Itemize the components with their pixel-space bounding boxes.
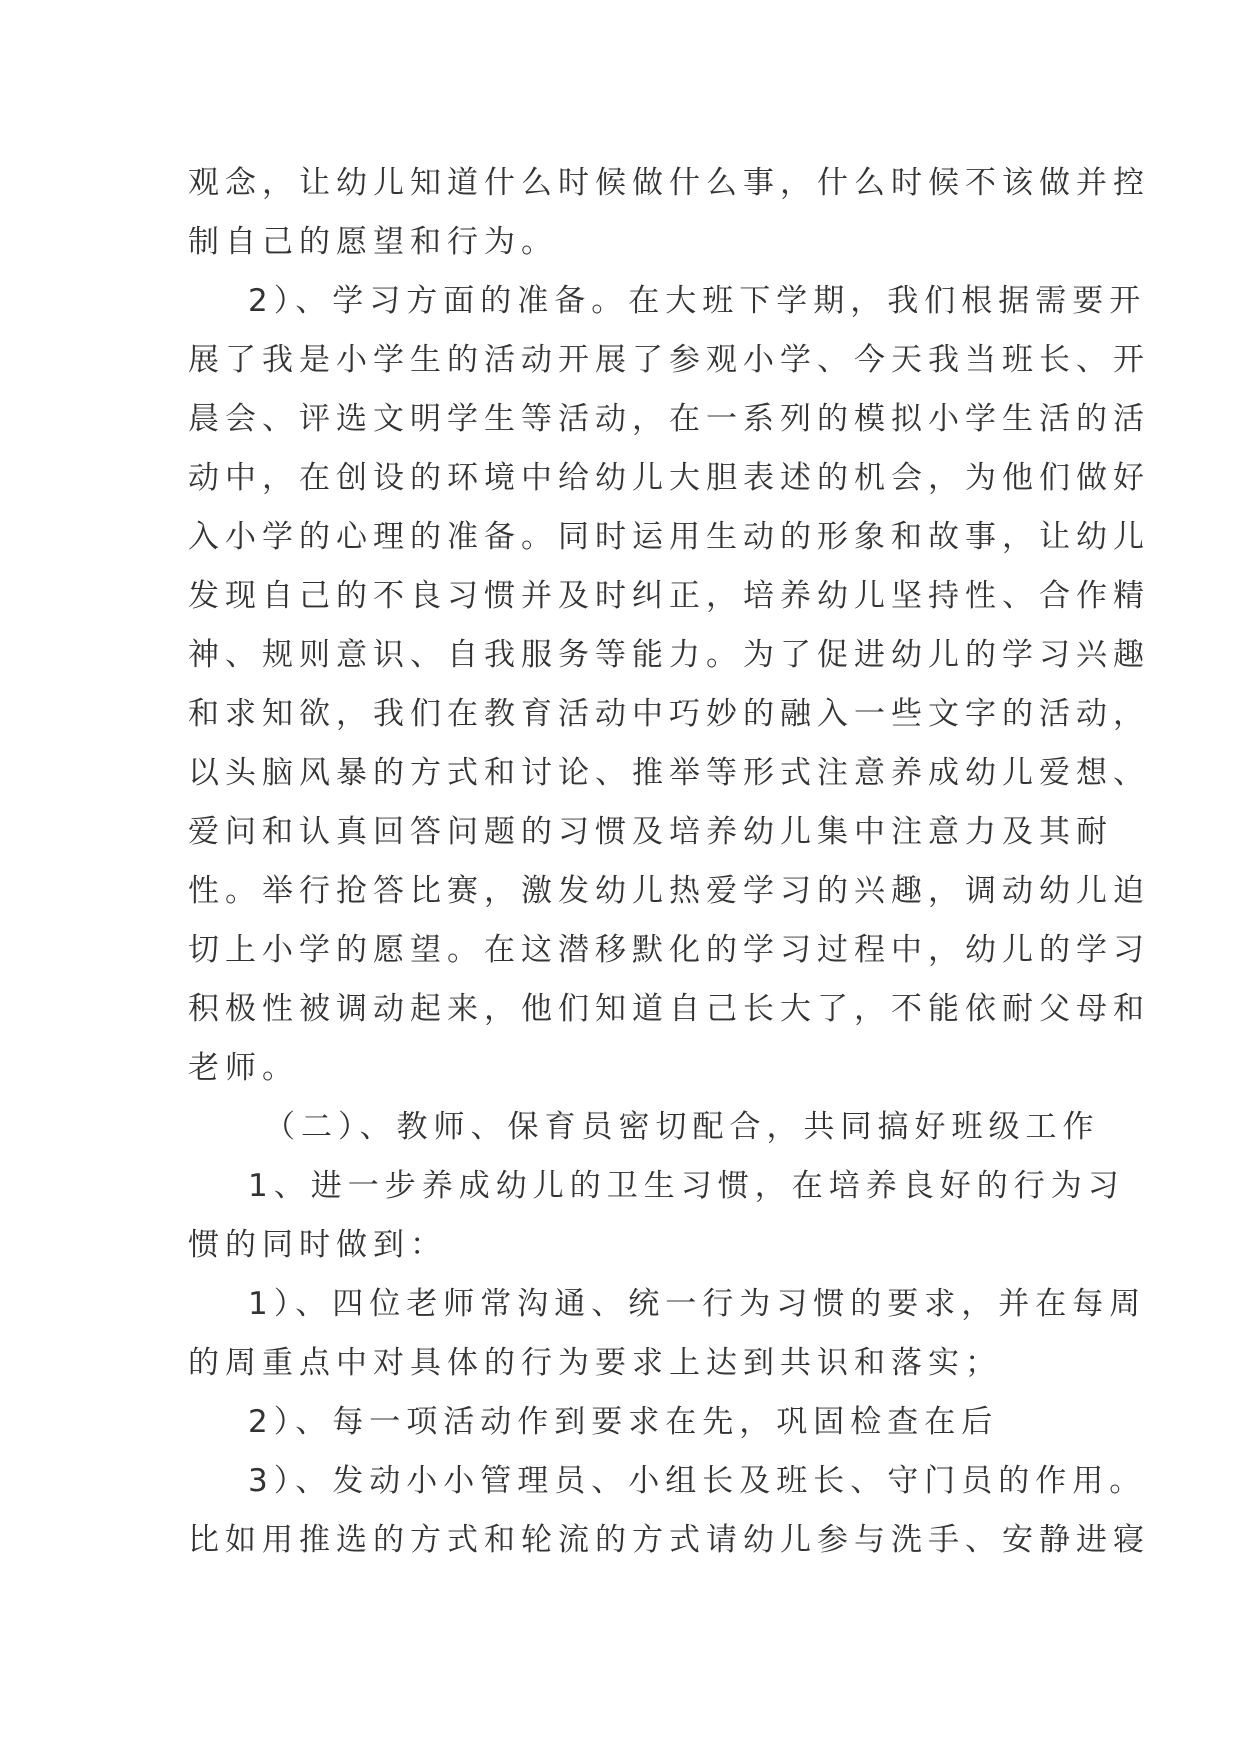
text-line: 和求知欲，我们在教育活动中巧妙的融入一些文字的活动， [188, 696, 1150, 732]
text-line: 动中，在创设的环境中给幼儿大胆表述的机会，为他们做好 [188, 460, 1150, 496]
text-line: 发现自己的不良习惯并及时纠正，培养幼儿坚持性、合作精 [188, 578, 1150, 614]
text-line: 老师。 [188, 1050, 299, 1086]
text-line: 神、规则意识、自我服务等能力。为了促进幼儿的学习兴趣 [188, 637, 1150, 673]
text-line: 比如用推选的方式和轮流的方式请幼儿参与洗手、安静进寝 [188, 1522, 1150, 1558]
text-line: 爱问和认真回答问题的习惯及培养幼儿集中注意力及其耐 [188, 814, 1113, 850]
text-line: 以头脑风暴的方式和讨论、推举等形式注意养成幼儿爱想、 [188, 755, 1150, 791]
text-line: 3）、发动小小管理员、小组长及班长、守门员的作用。 [248, 1463, 1147, 1499]
text-line: 展了我是小学生的活动开展了参观小学、今天我当班长、开 [188, 342, 1150, 378]
text-line: 2）、学习方面的准备。在大班下学期，我们根据需要开 [248, 283, 1147, 319]
text-line: 观念，让幼儿知道什么时候做什么事，什么时候不该做并控 [188, 165, 1150, 201]
text-line: 1、进一步养成幼儿的卫生习惯，在培养良好的行为习 [248, 1168, 1125, 1204]
text-line: 积极性被调动起来，他们知道自己长大了，不能依耐父母和 [188, 991, 1150, 1027]
text-line: 晨会、评选文明学生等活动，在一系列的模拟小学生活的活 [188, 401, 1150, 437]
text-line: 制自己的愿望和行为。 [188, 224, 558, 260]
text-line: 惯的同时做到： [188, 1227, 447, 1263]
text-line: 切上小学的愿望。在这潜移默化的学习过程中，幼儿的学习 [188, 932, 1150, 968]
text-line: 1）、四位老师常沟通、统一行为习惯的要求，并在每周 [248, 1286, 1147, 1322]
text-line: 的周重点中对具体的行为要求上达到共识和落实； [188, 1345, 1002, 1381]
text-line: 入小学的心理的准备。同时运用生动的形象和故事，让幼儿 [188, 519, 1150, 555]
text-line: 2）、每一项活动作到要求在先，巩固检查在后 [248, 1404, 999, 1440]
text-line: 性。举行抢答比赛，激发幼儿热爱学习的兴趣，调动幼儿迫 [188, 873, 1150, 909]
section-heading: （二）、教师、保育员密切配合，共同搞好班级工作 [264, 1109, 1100, 1145]
